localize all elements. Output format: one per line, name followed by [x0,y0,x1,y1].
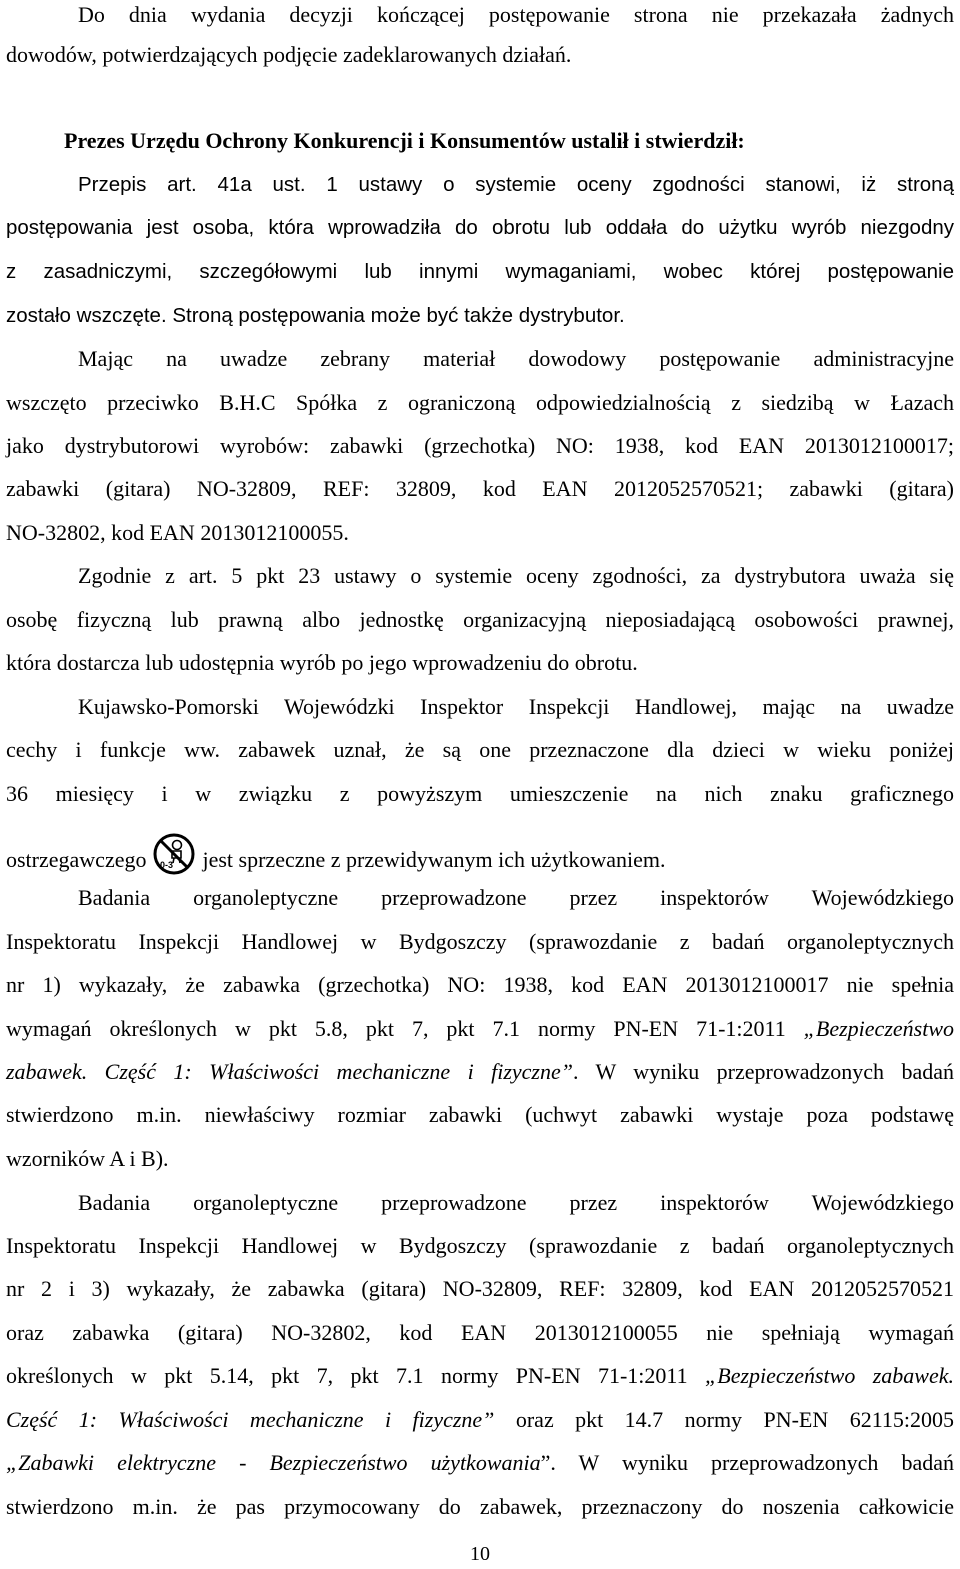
standard-title: Część 1: Właściwości mechaniczne i fizyczne” [6,1407,495,1432]
paragraph-line: Do dnia wydania decyzji kończącej postępowanie strona nie przekazała żadnych [78,2,954,27]
paragraph-line: Mając na uwadze zebrany materiał dowodowy postępowanie administracyjne [78,346,954,371]
paragraph-line: stwierdzono m.in. niewłaściwy rozmiar zabawki (uchwyt zabawki wystaje poza podstawę [6,1102,954,1127]
paragraph-line [6,1057,954,1087]
paragraph-line: Badania organoleptyczne przeprowadzone przez inspektorów Wojewódzkiego [78,885,954,910]
standard-title: „Bezpieczeństwo [803,1016,954,1041]
paragraph-text: ”. W wyniku przeprowadzonych badań [540,1450,954,1475]
paragraph-line: wszczęto przeciwko B.H.C Spółka z ograniczoną odpowiedzialnością z siedzibą w Łazach [6,390,954,415]
paragraph-text: jest sprzeczne z przewidywanym ich użytkowaniem. [202,847,666,873]
paragraph-line: osobę fizyczną lub prawną albo jednostkę organizacyjną nieposiadającą osobowości prawnej, [6,607,954,632]
paragraph-line: wzorników A i B). [6,1146,169,1171]
paragraph-line [6,1014,954,1044]
standard-title: „Bezpieczeństwo zabawek. [705,1363,954,1388]
paragraph-line: zabawki (gitara) NO-32809, REF: 32809, kod EAN 2012052570521; zabawki (gitara) [6,476,954,501]
paragraph-line: dowodów, potwierdzających podjęcie zadeklarowanych działań. [6,42,572,67]
page-number: 10 [470,1543,490,1565]
section-heading: Prezes Urzędu Ochrony Konkurencji i Konsumentów ustalił i stwierdził: [64,128,745,153]
paragraph-line: postępowania jest osoba, która wprowadziła do obrotu lub oddała do użytku wyrób niezgodny [6,216,954,239]
paragraph-line [6,1361,954,1391]
paragraph-line: która dostarcza lub udostępnia wyrób po jego wprowadzeniu do obrotu. [6,650,638,675]
paragraph-line: cechy i funkcje ww. zabawek uznał, że są one przeznaczone dla dzieci w wieku poniżej [6,737,954,762]
paragraph-line [6,1405,954,1435]
paragraph-line: Inspektoratu Inspekcji Handlowej w Bydgoszczy (sprawozdanie z badań organoleptycznych [6,1233,954,1258]
paragraph-line [6,1448,954,1478]
paragraph-text: oraz pkt 14.7 normy PN-EN 62115:2005 [494,1407,954,1432]
paragraph-text: ostrzegawczego [6,847,147,873]
paragraph-text: określonych w pkt 5.14, pkt 7, pkt 7.1 normy PN-EN 71-1:2011 [6,1363,706,1388]
paragraph-line: jako dystrybutorowi wyrobów: zabawki (grzechotka) NO: 1938, kod EAN 2013012100017; [6,433,954,458]
standard-title: zabawek. Część 1: Właściwości mechaniczne i fizyczne” [6,1059,573,1084]
paragraph-line: zostało wszczęte. Stroną postępowania może być także dystrybutor. [6,304,625,327]
paragraph-line: Inspektoratu Inspekcji Handlowej w Bydgoszczy (sprawozdanie z badań organoleptycznych [6,929,954,954]
paragraph-line-with-symbol [6,840,954,873]
paragraph-line: Kujawsko-Pomorski Wojewódzki Inspektor Inspekcji Handlowej, mając na uwadze [78,694,954,719]
paragraph-line: stwierdzono m.in. że pas przymocowany do zabawek, przeznaczony do noszenia całkowicie [6,1494,954,1519]
paragraph-line: nr 1) wykazały, że zabawka (grzechotka) NO: 1938, kod EAN 2013012100017 nie spełnia [6,972,954,997]
paragraph-line: Badania organoleptyczne przeprowadzone przez inspektorów Wojewódzkiego [78,1190,954,1215]
age-range-label: 0-3 [160,860,174,870]
paragraph-line: nr 2 i 3) wykazały, że zabawka (gitara) NO-32809, REF: 32809, kod EAN 2012052570521 [6,1276,954,1301]
paragraph-line: NO-32802, kod EAN 2013012100055. [6,520,349,545]
age-warning-0-3-icon [152,832,196,876]
paragraph-line: Zgodnie z art. 5 pkt 23 ustawy o systemie oceny zgodności, za dystrybutora uważa się [78,563,954,588]
paragraph-line: z zasadniczymi, szczegółowymi lub innymi wymaganiami, wobec której postępowanie [6,260,954,283]
paragraph-line: oraz zabawka (gitara) NO-32802, kod EAN 2013012100055 nie spełniają wymagań [6,1320,954,1345]
paragraph-text: . W wyniku przeprowadzonych badań [572,1059,954,1084]
paragraph-line: 36 miesięcy i w związku z powyższym umieszczenie na nich znaku graficznego [6,781,954,806]
standard-title: „Zabawki elektryczne - Bezpieczeństwo użytkowania [6,1450,541,1475]
paragraph-text: wymagań określonych w pkt 5.8, pkt 7, pkt 7.1 normy PN-EN 71-1:2011 [6,1016,804,1041]
paragraph-line: Przepis art. 41a ust. 1 ustawy o systemie oceny zgodności stanowi, iż stroną [78,173,954,196]
